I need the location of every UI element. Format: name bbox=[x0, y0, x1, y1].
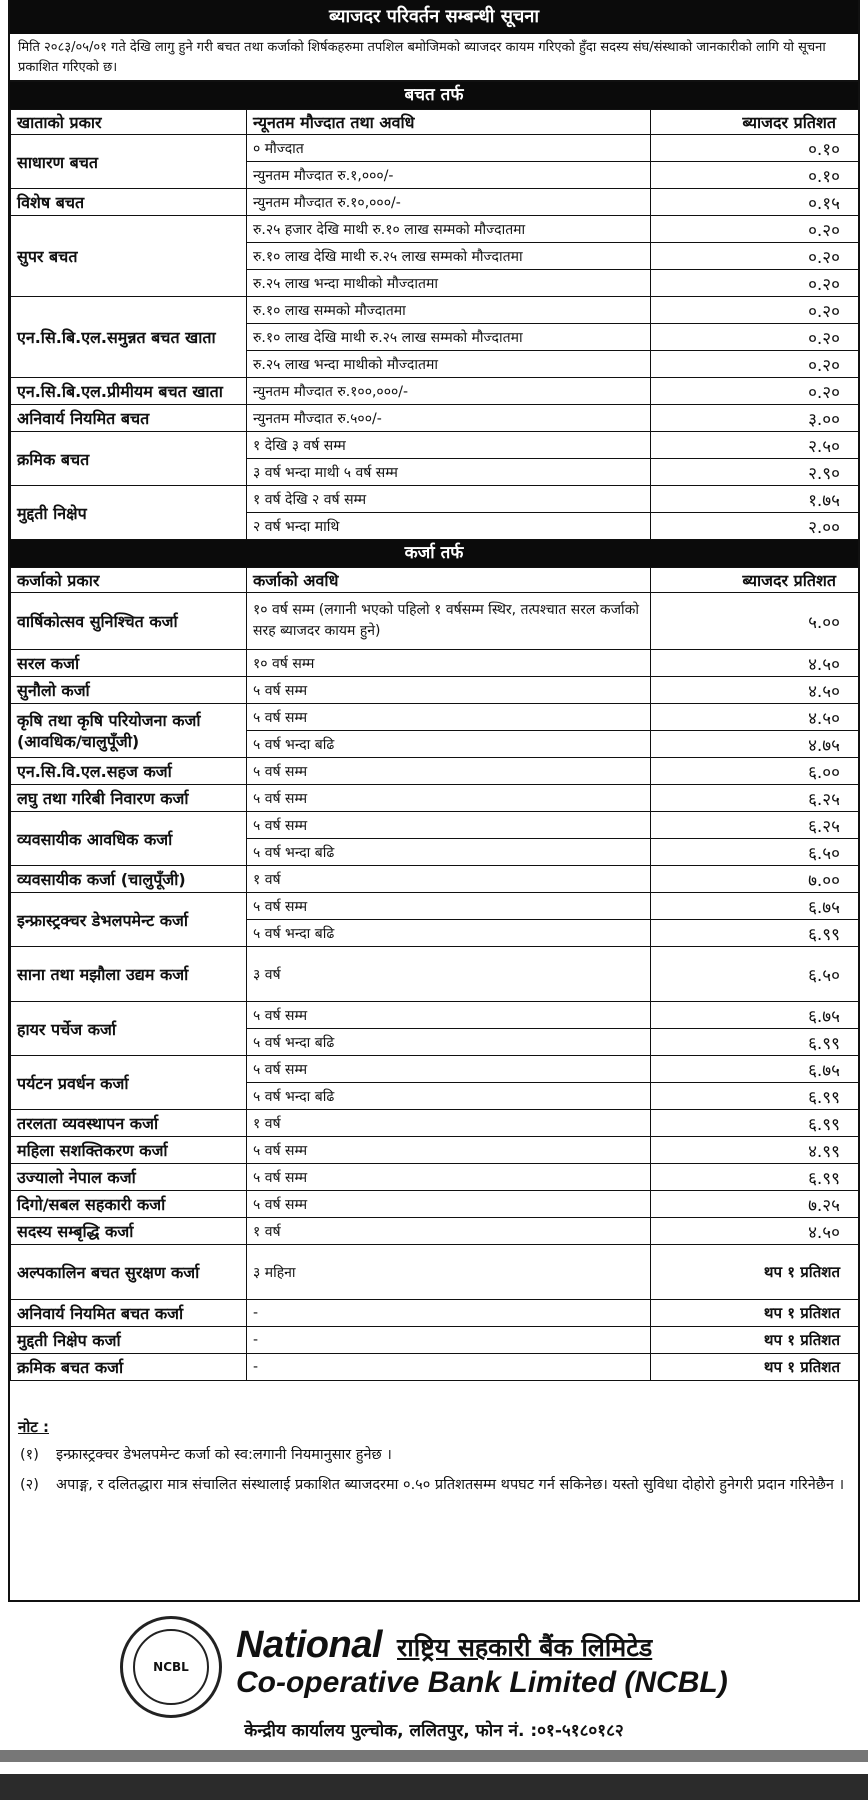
table-row bbox=[11, 758, 859, 785]
rate-cell: ६.९९ bbox=[651, 1083, 859, 1110]
note-text: अपाङ्ग, र दलितद्धारा मात्र संचालित संस्थालाई प्रकाशित ब्याजदरमा ०.५० प्रतिशतसम्म थपघट गर्न सकिनेछ। यस्तो सुविधा दोहोरो हुनेगरी प्रदान गरिनेछैन । bbox=[56, 1477, 845, 1493]
table-row bbox=[11, 785, 859, 812]
term-cell: ५ वर्ष सम्म bbox=[247, 1002, 651, 1029]
rate-cell: ६.७५ bbox=[651, 893, 859, 920]
term-cell: ५ वर्ष सम्म bbox=[247, 1191, 651, 1218]
loan-type: व्यवसायीक कर्जा (चालुपूँजी) bbox=[11, 866, 247, 893]
table-row bbox=[11, 1354, 859, 1381]
term-cell: न्युनतम मौज्दात रु.१०,०००/- bbox=[247, 189, 651, 216]
rate-cell: ६.२५ bbox=[651, 785, 859, 812]
rate-cell: ०.१० bbox=[651, 135, 859, 162]
savings-header-type: खाताको प्रकार bbox=[11, 110, 247, 135]
term-cell: १० वर्ष सम्म bbox=[247, 650, 651, 677]
term-cell: न्युनतम मौज्दात रु.१००,०००/- bbox=[247, 378, 651, 405]
table-row bbox=[11, 1137, 859, 1164]
loan-type: महिला सशक्तिकरण कर्जा bbox=[11, 1137, 247, 1164]
term-cell: ५ वर्ष सम्म bbox=[247, 1137, 651, 1164]
savings-header-row bbox=[11, 110, 859, 135]
notice-intro: मिति २०८३/०५/०१ गते देखि लागु हुने गरी बचत तथा कर्जाको शिर्षकहरुमा तपशिल बमोजिमको ब्याजदर कायम गरिएको हुँदा सदस्य संघ/संस्थाको जानकारीको लागि यो सूचना प्रकाशित गरिएको छ। bbox=[10, 34, 858, 82]
table-row bbox=[11, 677, 859, 704]
notice-sheet bbox=[8, 0, 860, 1602]
table-row bbox=[11, 1056, 859, 1083]
rate-cell: २.९० bbox=[651, 459, 859, 486]
term-cell: १ वर्ष bbox=[247, 866, 651, 893]
note-number: (२) bbox=[20, 1477, 39, 1493]
loan-type: सदस्य सम्बृद्धि कर्जा bbox=[11, 1218, 247, 1245]
seal-text: NCBL bbox=[133, 1629, 209, 1705]
term-cell: ५ वर्ष सम्म bbox=[247, 893, 651, 920]
account-type: मुद्दती निक्षेप bbox=[11, 486, 247, 540]
rate-cell: ६.९९ bbox=[651, 1110, 859, 1137]
table-row bbox=[11, 1245, 859, 1300]
table-row bbox=[11, 378, 859, 405]
brand-name-english-line1: National bbox=[236, 1624, 382, 1666]
account-type: साधारण बचत bbox=[11, 135, 247, 189]
rate-cell: १.७५ bbox=[651, 486, 859, 513]
rate-cell: थप १ प्रतिशत bbox=[651, 1245, 859, 1300]
rate-cell: ०.२० bbox=[651, 378, 859, 405]
term-cell: ३ महिना bbox=[247, 1245, 651, 1300]
account-type: क्रमिक बचत bbox=[11, 432, 247, 486]
term-cell: २ वर्ष भन्दा माथि bbox=[247, 513, 651, 540]
table-row bbox=[11, 650, 859, 677]
table-row bbox=[11, 432, 859, 459]
rate-cell: ४.५० bbox=[651, 650, 859, 677]
brand-name-english-line2: Co-operative Bank Limited (NCBL) bbox=[236, 1666, 728, 1699]
notes-title: नोट : bbox=[18, 1418, 49, 1436]
rate-cell: ०.१० bbox=[651, 162, 859, 189]
loan-header-type: कर्जाको प्रकार bbox=[11, 568, 247, 593]
term-cell: रु.१० लाख देखि माथी रु.२५ लाख सम्मको मौज्दातमा bbox=[247, 324, 651, 351]
loan-section-title: कर्जा तर्फ bbox=[10, 540, 858, 567]
term-cell: - bbox=[247, 1300, 651, 1327]
rate-cell: २.५० bbox=[651, 432, 859, 459]
loan-type: हायर पर्चेज कर्जा bbox=[11, 1002, 247, 1056]
rate-cell: ३.०० bbox=[651, 405, 859, 432]
loan-type: पर्यटन प्रवर्धन कर्जा bbox=[11, 1056, 247, 1110]
savings-table bbox=[10, 109, 859, 540]
term-cell: १ वर्ष bbox=[247, 1110, 651, 1137]
table-row bbox=[11, 947, 859, 1002]
table-row bbox=[11, 1164, 859, 1191]
rate-cell: ४.५० bbox=[651, 1218, 859, 1245]
loan-table bbox=[10, 567, 859, 1381]
rate-cell: ०.२० bbox=[651, 216, 859, 243]
loan-type: साना तथा मझौला उद्यम कर्जा bbox=[11, 947, 247, 1002]
footer-band-dark bbox=[0, 1774, 868, 1800]
table-row bbox=[11, 1110, 859, 1137]
rate-cell: ७.०० bbox=[651, 866, 859, 893]
rate-cell: ०.२० bbox=[651, 270, 859, 297]
term-cell: ५ वर्ष सम्म bbox=[247, 677, 651, 704]
table-row bbox=[11, 1327, 859, 1354]
loan-header-rate: ब्याजदर प्रतिशत bbox=[651, 568, 859, 593]
table-row bbox=[11, 486, 859, 513]
bank-footer bbox=[0, 1602, 868, 1800]
loan-type: क्रमिक बचत कर्जा bbox=[11, 1354, 247, 1381]
table-row bbox=[11, 593, 859, 650]
table-row bbox=[11, 812, 859, 839]
table-row bbox=[11, 405, 859, 432]
rate-cell: ६.०० bbox=[651, 758, 859, 785]
table-row bbox=[11, 1300, 859, 1327]
term-cell: ५ वर्ष भन्दा बढि bbox=[247, 1029, 651, 1056]
term-cell: ५ वर्ष सम्म bbox=[247, 1056, 651, 1083]
term-cell: ५ वर्ष सम्म bbox=[247, 704, 651, 731]
table-row bbox=[11, 297, 859, 324]
table-row bbox=[11, 866, 859, 893]
rate-cell: थप १ प्रतिशत bbox=[651, 1354, 859, 1381]
loan-header-row bbox=[11, 568, 859, 593]
rate-cell: ०.२० bbox=[651, 297, 859, 324]
term-cell: ० मौज्दात bbox=[247, 135, 651, 162]
rate-cell: ६.९९ bbox=[651, 1164, 859, 1191]
account-type: एन.सि.बि.एल.समुन्नत बचत खाता bbox=[11, 297, 247, 378]
loan-type: लघु तथा गरिबी निवारण कर्जा bbox=[11, 785, 247, 812]
loan-type: सरल कर्जा bbox=[11, 650, 247, 677]
rate-cell: २.०० bbox=[651, 513, 859, 540]
loan-type: दिगो/सबल सहकारी कर्जा bbox=[11, 1191, 247, 1218]
rate-cell: ६.७५ bbox=[651, 1056, 859, 1083]
rate-cell: ६.९९ bbox=[651, 920, 859, 947]
rate-cell: थप १ प्रतिशत bbox=[651, 1300, 859, 1327]
account-type: एन.सि.बि.एल.प्रीमीयम बचत खाता bbox=[11, 378, 247, 405]
account-type: अनिवार्य नियमित बचत bbox=[11, 405, 247, 432]
rate-cell: थप १ प्रतिशत bbox=[651, 1327, 859, 1354]
term-cell: - bbox=[247, 1327, 651, 1354]
brand-name-nepali: राष्ट्रिय सहकारी बैंक लिमिटेड bbox=[397, 1633, 653, 1662]
rate-cell: ४.५० bbox=[651, 704, 859, 731]
loan-type: तरलता व्यवस्थापन कर्जा bbox=[11, 1110, 247, 1137]
rate-cell: ०.२० bbox=[651, 351, 859, 378]
loan-type: अनिवार्य नियमित बचत कर्जा bbox=[11, 1300, 247, 1327]
term-cell: रु.२५ लाख भन्दा माथीको मौज्दातमा bbox=[247, 270, 651, 297]
term-cell: १० वर्ष सम्म (लगानी भएको पहिलो १ वर्षसम्म स्थिर, तत्पश्चात सरल कर्जाको सरह ब्याजदर कायम हुने) bbox=[247, 593, 651, 650]
term-cell: १ वर्ष देखि २ वर्ष सम्म bbox=[247, 486, 651, 513]
term-cell: रु.२५ लाख भन्दा माथीको मौज्दातमा bbox=[247, 351, 651, 378]
term-cell: न्युनतम मौज्दात रु.१,०००/- bbox=[247, 162, 651, 189]
rate-cell: ४.७५ bbox=[651, 731, 859, 758]
note-number: (१) bbox=[20, 1447, 39, 1463]
rate-cell: ५.०० bbox=[651, 593, 859, 650]
term-cell: ५ वर्ष भन्दा बढि bbox=[247, 1083, 651, 1110]
term-cell: रु.१० लाख सम्मको मौज्दातमा bbox=[247, 297, 651, 324]
term-cell: - bbox=[247, 1354, 651, 1381]
term-cell: रु.२५ हजार देखि माथी रु.१० लाख सम्मको मौज्दातमा bbox=[247, 216, 651, 243]
term-cell: १ देखि ३ वर्ष सम्म bbox=[247, 432, 651, 459]
term-cell: ५ वर्ष सम्म bbox=[247, 1164, 651, 1191]
table-row bbox=[11, 1002, 859, 1029]
term-cell: ३ वर्ष bbox=[247, 947, 651, 1002]
rate-cell: ६.९९ bbox=[651, 1029, 859, 1056]
term-cell: ३ वर्ष भन्दा माथी ५ वर्ष सम्म bbox=[247, 459, 651, 486]
loan-type: व्यवसायीक आवधिक कर्जा bbox=[11, 812, 247, 866]
table-row bbox=[11, 135, 859, 162]
notes-block bbox=[10, 1381, 858, 1497]
rate-cell: ०.२० bbox=[651, 243, 859, 270]
table-row bbox=[11, 1218, 859, 1245]
term-cell: ५ वर्ष सम्म bbox=[247, 785, 651, 812]
table-row bbox=[11, 189, 859, 216]
account-type: विशेष बचत bbox=[11, 189, 247, 216]
term-cell: रु.१० लाख देखि माथी रु.२५ लाख सम्मको मौज्दातमा bbox=[247, 243, 651, 270]
term-cell: १ वर्ष bbox=[247, 1218, 651, 1245]
term-cell: ५ वर्ष सम्म bbox=[247, 812, 651, 839]
note-text: इन्फ्रास्ट्रक्चर डेभलपमेन्ट कर्जा को स्व:लगानी नियमानुसार हुनेछ । bbox=[56, 1447, 392, 1463]
rate-cell: ६.७५ bbox=[651, 1002, 859, 1029]
loan-type: कृषि तथा कृषि परियोजना कर्जा (आवधिक/चालुपूँजी) bbox=[11, 704, 247, 758]
notice-title: ब्याजदर परिवर्तन सम्बन्धी सूचना bbox=[10, 0, 858, 34]
savings-header-term: न्यूनतम मौज्दात तथा अवधि bbox=[247, 110, 651, 135]
footer-band-light bbox=[0, 1750, 868, 1762]
office-address: केन्द्रीय कार्यालय पुल्चोक, ललितपुर, फोन नं. :०१-५१८०१८२ bbox=[244, 1721, 624, 1741]
rate-cell: ०.२० bbox=[651, 324, 859, 351]
savings-header-rate: ब्याजदर प्रतिशत bbox=[651, 110, 859, 135]
loan-type: अल्पकालिन बचत सुरक्षण कर्जा bbox=[11, 1245, 247, 1300]
bank-seal-icon bbox=[120, 1616, 222, 1718]
table-row bbox=[11, 704, 859, 731]
loan-type: इन्फ्रास्ट्रक्चर डेभलपमेन्ट कर्जा bbox=[11, 893, 247, 947]
loan-type: मुद्दती निक्षेप कर्जा bbox=[11, 1327, 247, 1354]
term-cell: ५ वर्ष सम्म bbox=[247, 758, 651, 785]
table-row bbox=[11, 893, 859, 920]
note-item bbox=[18, 1443, 850, 1467]
loan-type: सुनौलो कर्जा bbox=[11, 677, 247, 704]
savings-section-title: बचत तर्फ bbox=[10, 82, 858, 109]
rate-cell: ०.१५ bbox=[651, 189, 859, 216]
rate-cell: ६.५० bbox=[651, 839, 859, 866]
term-cell: ५ वर्ष भन्दा बढि bbox=[247, 731, 651, 758]
rate-cell: ४.९९ bbox=[651, 1137, 859, 1164]
rate-cell: ४.५० bbox=[651, 677, 859, 704]
loan-type: उज्यालो नेपाल कर्जा bbox=[11, 1164, 247, 1191]
term-cell: न्युनतम मौज्दात रु.५००/- bbox=[247, 405, 651, 432]
table-row bbox=[11, 216, 859, 243]
loan-header-term: कर्जाको अवधि bbox=[247, 568, 651, 593]
account-type: सुपर बचत bbox=[11, 216, 247, 297]
rate-cell: ६.२५ bbox=[651, 812, 859, 839]
term-cell: ५ वर्ष भन्दा बढि bbox=[247, 920, 651, 947]
note-item bbox=[18, 1473, 850, 1497]
term-cell: ५ वर्ष भन्दा बढि bbox=[247, 839, 651, 866]
loan-type: वार्षिकोत्सव सुनिश्चित कर्जा bbox=[11, 593, 247, 650]
rate-cell: ७.२५ bbox=[651, 1191, 859, 1218]
loan-type: एन.सि.वि.एल.सहज कर्जा bbox=[11, 758, 247, 785]
rate-cell: ६.५० bbox=[651, 947, 859, 1002]
table-row bbox=[11, 1191, 859, 1218]
